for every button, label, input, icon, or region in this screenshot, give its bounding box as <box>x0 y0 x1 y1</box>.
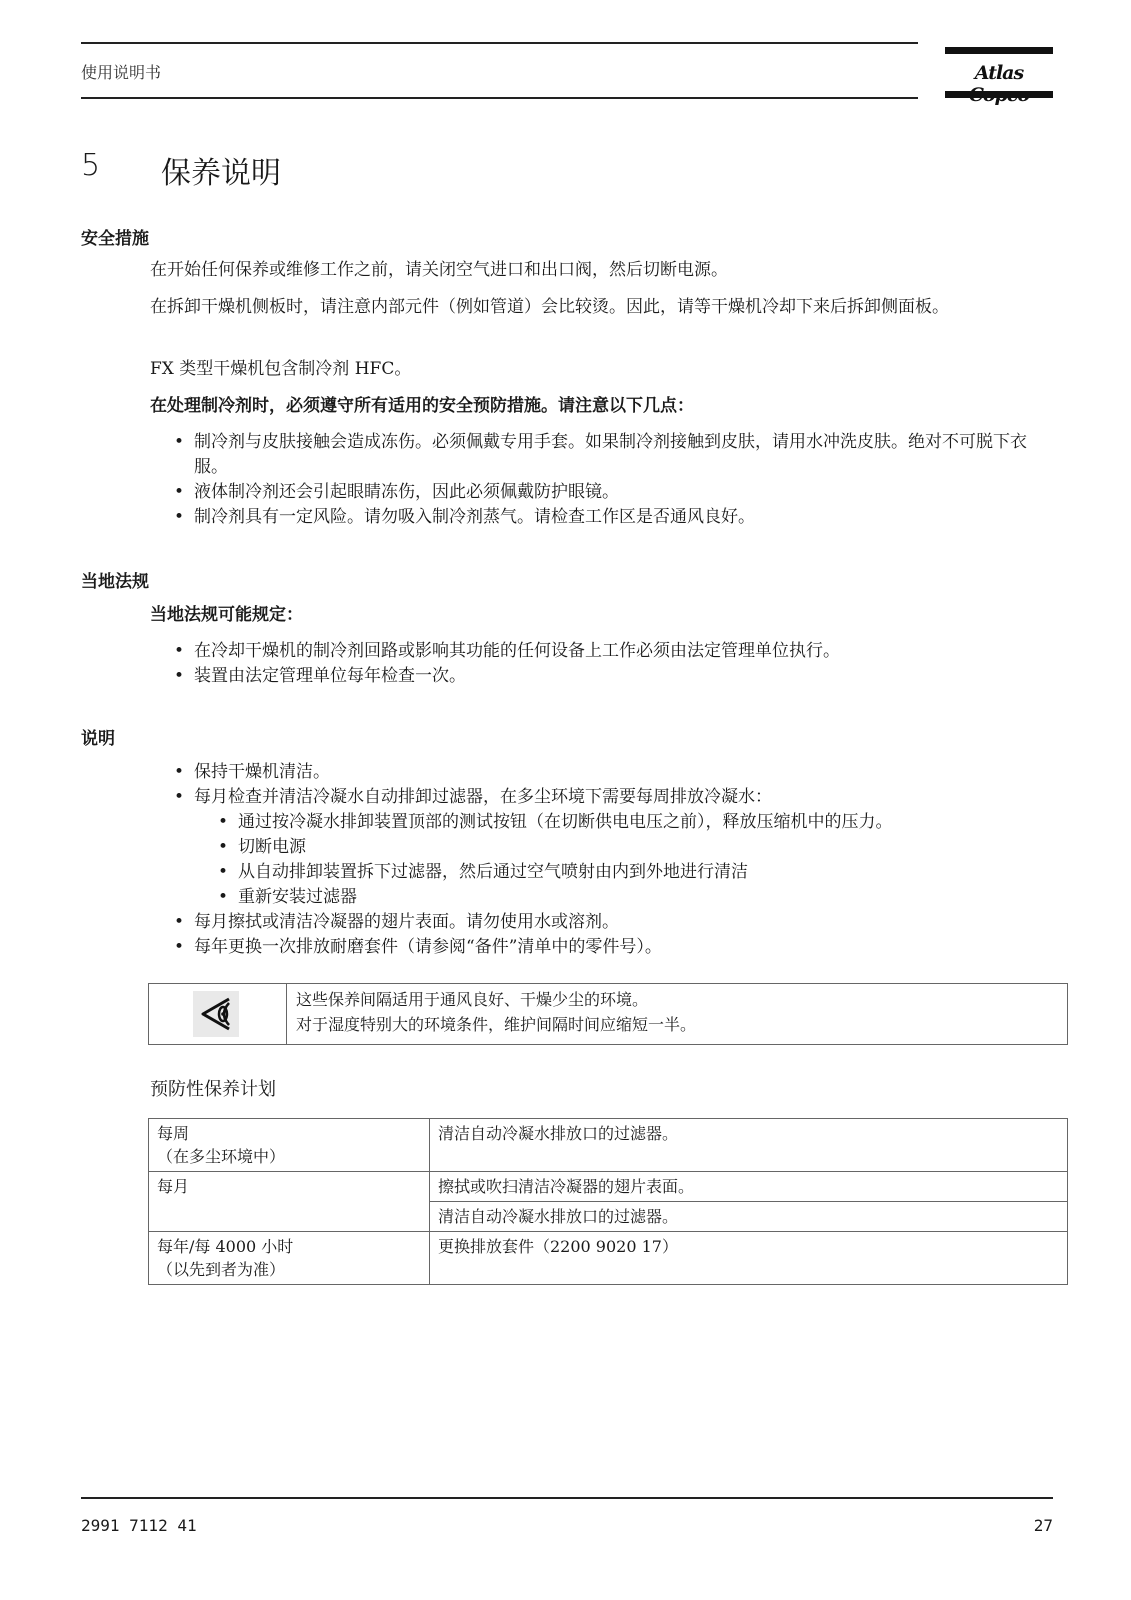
maintenance-schedule-table <box>148 1118 1068 1285</box>
cell-text: 每周 <box>157 1124 190 1143</box>
sub-list-item-text: 通过按冷凝水排卸装置顶部的测试按钮（在切断供电电压之前），释放压缩机中的压力。 <box>238 812 893 832</box>
footer-doc-number: 2991 7112 41 <box>81 1516 197 1535</box>
note-box <box>148 983 1068 1045</box>
cell-text: （以先到者为准） <box>157 1260 286 1279</box>
logo-bar-top <box>945 47 1053 54</box>
list-item: • 液体制冷剂还会引起眼睛冻伤，因此必须佩戴防护眼镜。 <box>174 482 619 502</box>
table-cell-interval <box>149 1232 430 1285</box>
section-heading-safety: 安全措施 <box>81 229 149 249</box>
table-cell-interval <box>149 1119 430 1172</box>
note-text <box>296 987 696 1037</box>
list-item-text: 制冷剂与皮肤接触会造成冻伤。必须佩戴专用手套。如果制冷剂接触到皮肤，请用水冲洗皮肤。绝对不可脱下衣服。 <box>194 432 1027 477</box>
regulations-bullet-list <box>172 639 1052 689</box>
table-row <box>149 1232 1068 1285</box>
schedule-title: 预防性保养计划 <box>150 1079 276 1100</box>
eye-note-icon <box>193 991 239 1037</box>
safety-bullet-list <box>172 430 1042 530</box>
logo-wordmark: Atlas <box>974 62 1024 84</box>
sub-list-item: • 重新安装过滤器 <box>218 887 357 907</box>
table-cell-task: 擦拭或吹扫清洁冷凝器的翅片表面。 <box>430 1172 1068 1202</box>
sub-list-item-text: 从自动排卸装置拆下过滤器，然后通过空气喷射由内到外地进行清洁 <box>238 862 748 882</box>
list-item: • 每月擦拭或清洁冷凝器的翅片表面。请勿使用水或溶剂。 <box>174 912 619 932</box>
regulations-intro: 当地法规可能规定： <box>150 605 303 625</box>
list-item-text: 装置由法定管理单位每年检查一次。 <box>194 666 466 686</box>
table-cell-task: 清洁自动冷凝水排放口的过滤器。 <box>430 1202 1068 1232</box>
list-item-text: 制冷剂具有一定风险。请勿吸入制冷剂蒸气。请检查工作区是否通风良好。 <box>194 507 755 527</box>
chapter-number: 5 <box>81 148 101 183</box>
list-item: • 在冷却干燥机的制冷剂回路或影响其功能的任何设备上工作必须由法定管理单位执行。 <box>174 641 840 661</box>
sub-list-item: • 通过按冷凝水排卸装置顶部的测试按钮（在切断供电电压之前），释放压缩机中的压力。 <box>218 812 893 832</box>
note-icon-cell <box>149 984 287 1044</box>
sub-bullet-list <box>194 810 1062 910</box>
list-item-text: 每年更换一次排放耐磨套件（请参阅“备件”清单中的零件号）。 <box>194 937 662 957</box>
note-line-2: 对于湿度特别大的环境条件，维护间隔时间应缩短一半。 <box>296 1015 697 1034</box>
table-cell-task: 更换排放套件（2200 9020 17） <box>430 1232 1068 1285</box>
cell-text: 每年/每 4000 小时 <box>157 1237 294 1256</box>
footer-page-number: 27 <box>1033 1516 1053 1535</box>
list-item: • 装置由法定管理单位每年检查一次。 <box>174 666 466 686</box>
sub-list-item-text: 重新安装过滤器 <box>238 887 357 907</box>
list-item: • 制冷剂与皮肤接触会造成冻伤。必须佩戴专用手套。如果制冷剂接触到皮肤，请用水冲洗皮肤。绝对不可脱下衣服。 <box>174 432 1027 477</box>
list-item: • 制冷剂具有一定风险。请勿吸入制冷剂蒸气。请检查工作区是否通风良好。 <box>174 507 755 527</box>
list-item-text: 液体制冷剂还会引起眼睛冻伤，因此必须佩戴防护眼镜。 <box>194 482 619 502</box>
header-rule-top <box>81 42 918 44</box>
safety-paragraph-2: 在拆卸干燥机侧板时，请注意内部元件（例如管道）会比较烫。因此，请等干燥机冷却下来后拆卸侧面板。 <box>150 297 949 317</box>
header-rule-bottom <box>81 97 918 99</box>
table-row <box>149 1119 1068 1172</box>
safety-paragraph-3: FX 类型干燥机包含制冷剂 HFC。 <box>150 359 412 379</box>
list-item: • 每月检查并清洁冷凝水自动排卸过滤器，在多尘环境下需要每周排放冷凝水： • 通过按冷凝水排卸装置顶部的测试按钮（在切断供电电压之前），释放压缩机中的压力。 • 切断电源 • 从自动排卸装置拆下过滤器，然后通过空气喷射由内到外地进行清洁 • 重新安装过滤器 <box>172 785 1062 910</box>
table-cell-interval: 每月 <box>149 1172 430 1232</box>
cell-text: （在多尘环境中） <box>157 1147 286 1166</box>
list-item-text: 在冷却干燥机的制冷剂回路或影响其功能的任何设备上工作必须由法定管理单位执行。 <box>194 641 840 661</box>
table-row <box>149 1172 1068 1202</box>
list-item-text: 每月擦拭或清洁冷凝器的翅片表面。请勿使用水或溶剂。 <box>194 912 619 932</box>
sub-list-item-text: 切断电源 <box>238 837 306 857</box>
instructions-bullet-list <box>172 760 1062 960</box>
list-item-text: 每月检查并清洁冷凝水自动排卸过滤器，在多尘环境下需要每周排放冷凝水： <box>194 787 772 807</box>
section-heading-regulations: 当地法规 <box>81 572 149 592</box>
list-item: • 保持干燥机清洁。 <box>174 762 330 782</box>
sub-list-item: • 从自动排卸装置拆下过滤器，然后通过空气喷射由内到外地进行清洁 <box>218 862 748 882</box>
list-item-text: 保持干燥机清洁。 <box>194 762 330 782</box>
logo-bar-bottom <box>945 91 1053 98</box>
document-title: 使用说明书 <box>81 63 162 82</box>
section-heading-instructions: 说明 <box>81 729 115 749</box>
sub-list-item: • 切断电源 <box>218 837 306 857</box>
atlas-copco-logo <box>945 47 1053 99</box>
table-cell-task: 清洁自动冷凝水排放口的过滤器。 <box>430 1119 1068 1172</box>
chapter-title: 保养说明 <box>161 156 281 191</box>
safety-paragraph-4: 在处理制冷剂时，必须遵守所有适用的安全预防措施。请注意以下几点： <box>150 396 694 416</box>
note-line-1: 这些保养间隔适用于通风良好、干燥少尘的环境。 <box>296 990 649 1009</box>
safety-paragraph-1: 在开始任何保养或维修工作之前，请关闭空气进口和出口阀，然后切断电源。 <box>150 260 728 280</box>
list-item: • 每年更换一次排放耐磨套件（请参阅“备件”清单中的零件号）。 <box>174 937 662 957</box>
footer-rule <box>81 1497 1053 1499</box>
